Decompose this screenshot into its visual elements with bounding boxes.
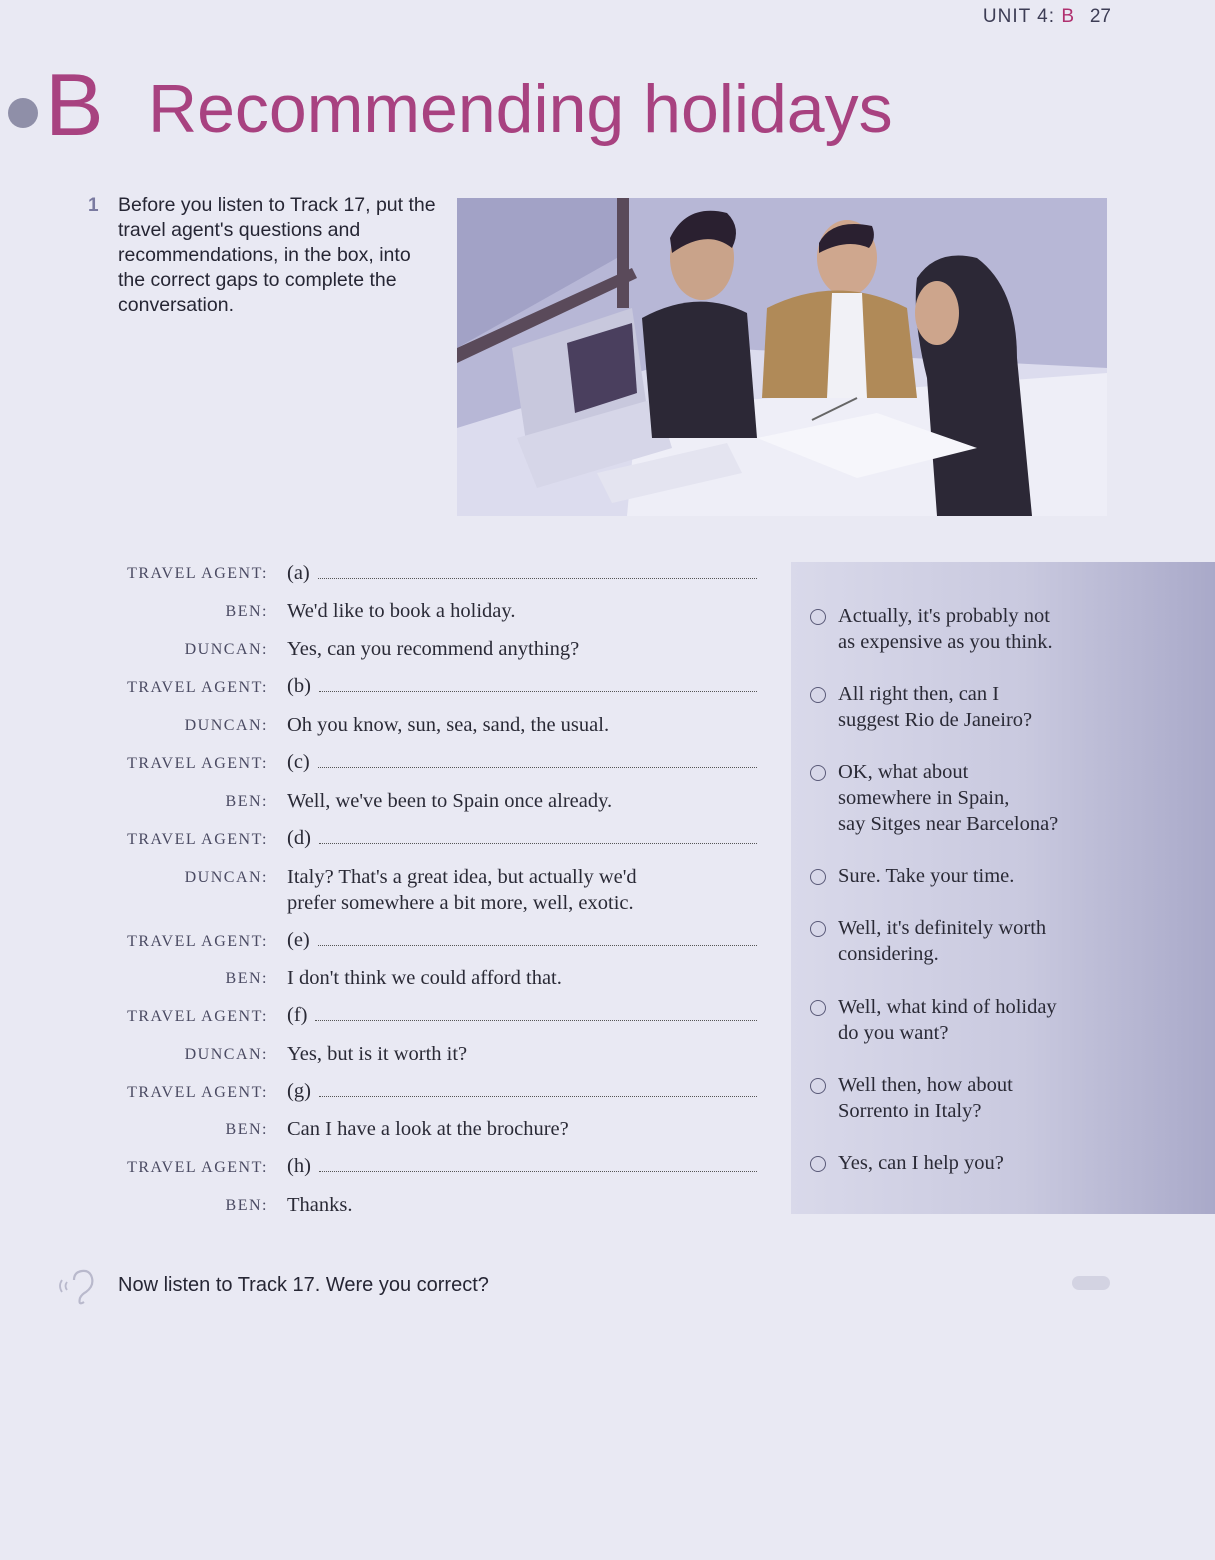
option-item[interactable] [808,1150,1098,1176]
answer-gap[interactable] [287,1080,757,1103]
answer-gap[interactable] [287,675,757,698]
speaker-label: TRAVEL AGENT: [127,1159,268,1176]
speaker-label: TRAVEL AGENT: [127,1084,268,1101]
option-line: Yes, can I help you? [838,1152,1004,1174]
speaker-label: DUNCAN: [184,1046,268,1063]
gap-dotted-line [319,1096,757,1097]
gap-letter: (b) [287,675,311,697]
page-number: 27 [1089,6,1111,27]
speaker-label: DUNCAN: [184,641,268,658]
dialogue-text-line-2: prefer somewhere a bit more, well, exotic. [287,892,634,914]
page-title: Recommending holidays [148,71,893,147]
option-line: Well, what kind of holiday [838,996,1057,1018]
option-line: OK, what about [838,761,969,783]
option-item[interactable] [808,915,1098,967]
option-item[interactable] [808,1072,1098,1124]
speaker-label: TRAVEL AGENT: [127,565,268,582]
gap-dotted-line [318,767,757,768]
speaker-label: TRAVEL AGENT: [127,831,268,848]
gap-dotted-line [318,578,757,579]
listen-instruction: Now listen to Track 17. Were you correct? [118,1274,489,1296]
option-item[interactable] [808,759,1098,837]
option-text [838,994,1057,1046]
option-item[interactable] [808,603,1098,655]
speaker-label: BEN: [225,1197,268,1214]
dialogue-text: Oh you know, sun, sea, sand, the usual. [287,714,610,736]
dialogue-text: Yes, but is it worth it? [287,1043,468,1065]
answer-gap[interactable] [287,929,757,952]
option-circle-icon[interactable] [810,609,826,625]
gap-letter: (e) [287,929,310,951]
gap-dotted-line [315,1020,757,1021]
unit-label [983,6,1075,28]
answer-gap[interactable] [287,751,757,774]
answer-gap[interactable] [287,1155,757,1178]
dialogue-text: Well, we've been to Spain once already. [287,790,613,812]
option-circle-icon[interactable] [810,765,826,781]
gap-letter: (c) [287,751,310,773]
dialogue-text: Can I have a look at the brochure? [287,1118,569,1140]
speaker-label: DUNCAN: [184,869,268,886]
option-line: as expensive as you think. [838,631,1053,653]
option-line: Well, it's definitely worth [838,917,1047,939]
gap-letter: (h) [287,1155,311,1177]
answer-key-icon [1072,1276,1110,1290]
option-line: Sure. Take your time. [838,865,1015,887]
section-letter: B [45,55,104,154]
answer-gap[interactable] [287,1004,757,1027]
speaker-label: BEN: [225,1121,268,1138]
speaker-label: TRAVEL AGENT: [127,933,268,950]
option-line: somewhere in Spain, [838,787,1010,809]
gap-dotted-line [318,945,757,946]
option-line: All right then, can I [838,683,1000,705]
option-line: say Sitges near Barcelona? [838,813,1059,835]
speaker-label: BEN: [225,970,268,987]
travel-agency-illustration [457,198,1107,516]
unit-label-text: UNIT 4: [982,6,1056,27]
option-circle-icon[interactable] [810,687,826,703]
section-bullet-icon [8,98,38,128]
option-circle-icon[interactable] [810,1000,826,1016]
option-text [838,603,1053,655]
answer-gap[interactable] [287,562,757,585]
dialogue-text [287,864,757,916]
option-text [838,759,1058,837]
dialogue-text: We'd like to book a holiday. [287,600,516,622]
option-text [838,915,1046,967]
speaker-label: TRAVEL AGENT: [127,679,268,696]
option-line: Sorrento in Italy? [838,1100,982,1122]
speaker-label: DUNCAN: [184,717,268,734]
option-line: Well then, how about [838,1074,1013,1096]
unit-letter: B [1061,6,1075,27]
answer-gap[interactable] [287,827,757,850]
option-item[interactable] [808,863,1098,889]
dialogue-text: I don't think we could afford that. [287,967,562,989]
gap-letter: (d) [287,827,311,849]
speaker-label: BEN: [225,793,268,810]
option-line: do you want? [838,1022,949,1044]
option-circle-icon[interactable] [810,869,826,885]
option-line: considering. [838,943,939,965]
option-line: suggest Rio de Janeiro? [838,709,1033,731]
option-line: Actually, it's probably not [838,605,1050,627]
speaker-label: TRAVEL AGENT: [127,755,268,772]
option-text [838,863,1014,889]
option-text [838,1150,1004,1176]
option-item[interactable] [808,994,1098,1046]
speaker-label: BEN: [225,603,268,620]
dialogue-text: Thanks. [287,1194,353,1216]
option-circle-icon[interactable] [810,921,826,937]
speaker-label: TRAVEL AGENT: [127,1008,268,1025]
gap-dotted-line [319,691,757,692]
option-circle-icon[interactable] [810,1078,826,1094]
ear-icon [58,1268,104,1308]
gap-dotted-line [319,1171,757,1172]
option-item[interactable] [808,681,1098,733]
gap-dotted-line [319,843,757,844]
option-text [838,1072,1013,1124]
gap-letter: (g) [287,1080,311,1102]
option-text [838,681,1032,733]
task-instructions: Before you listen to Track 17, put the travel agent's questions and recommendations, in the box, into the correct gaps to complete the conversation. [118,194,436,316]
option-circle-icon[interactable] [810,1156,826,1172]
gap-letter: (f) [287,1004,308,1026]
gap-letter: (a) [287,562,310,584]
dialogue-text-line-1: Italy? That's a great idea, but actually we'd [287,866,637,888]
dialogue-text: Yes, can you recommend anything? [287,638,580,660]
task-number: 1 [88,195,99,216]
